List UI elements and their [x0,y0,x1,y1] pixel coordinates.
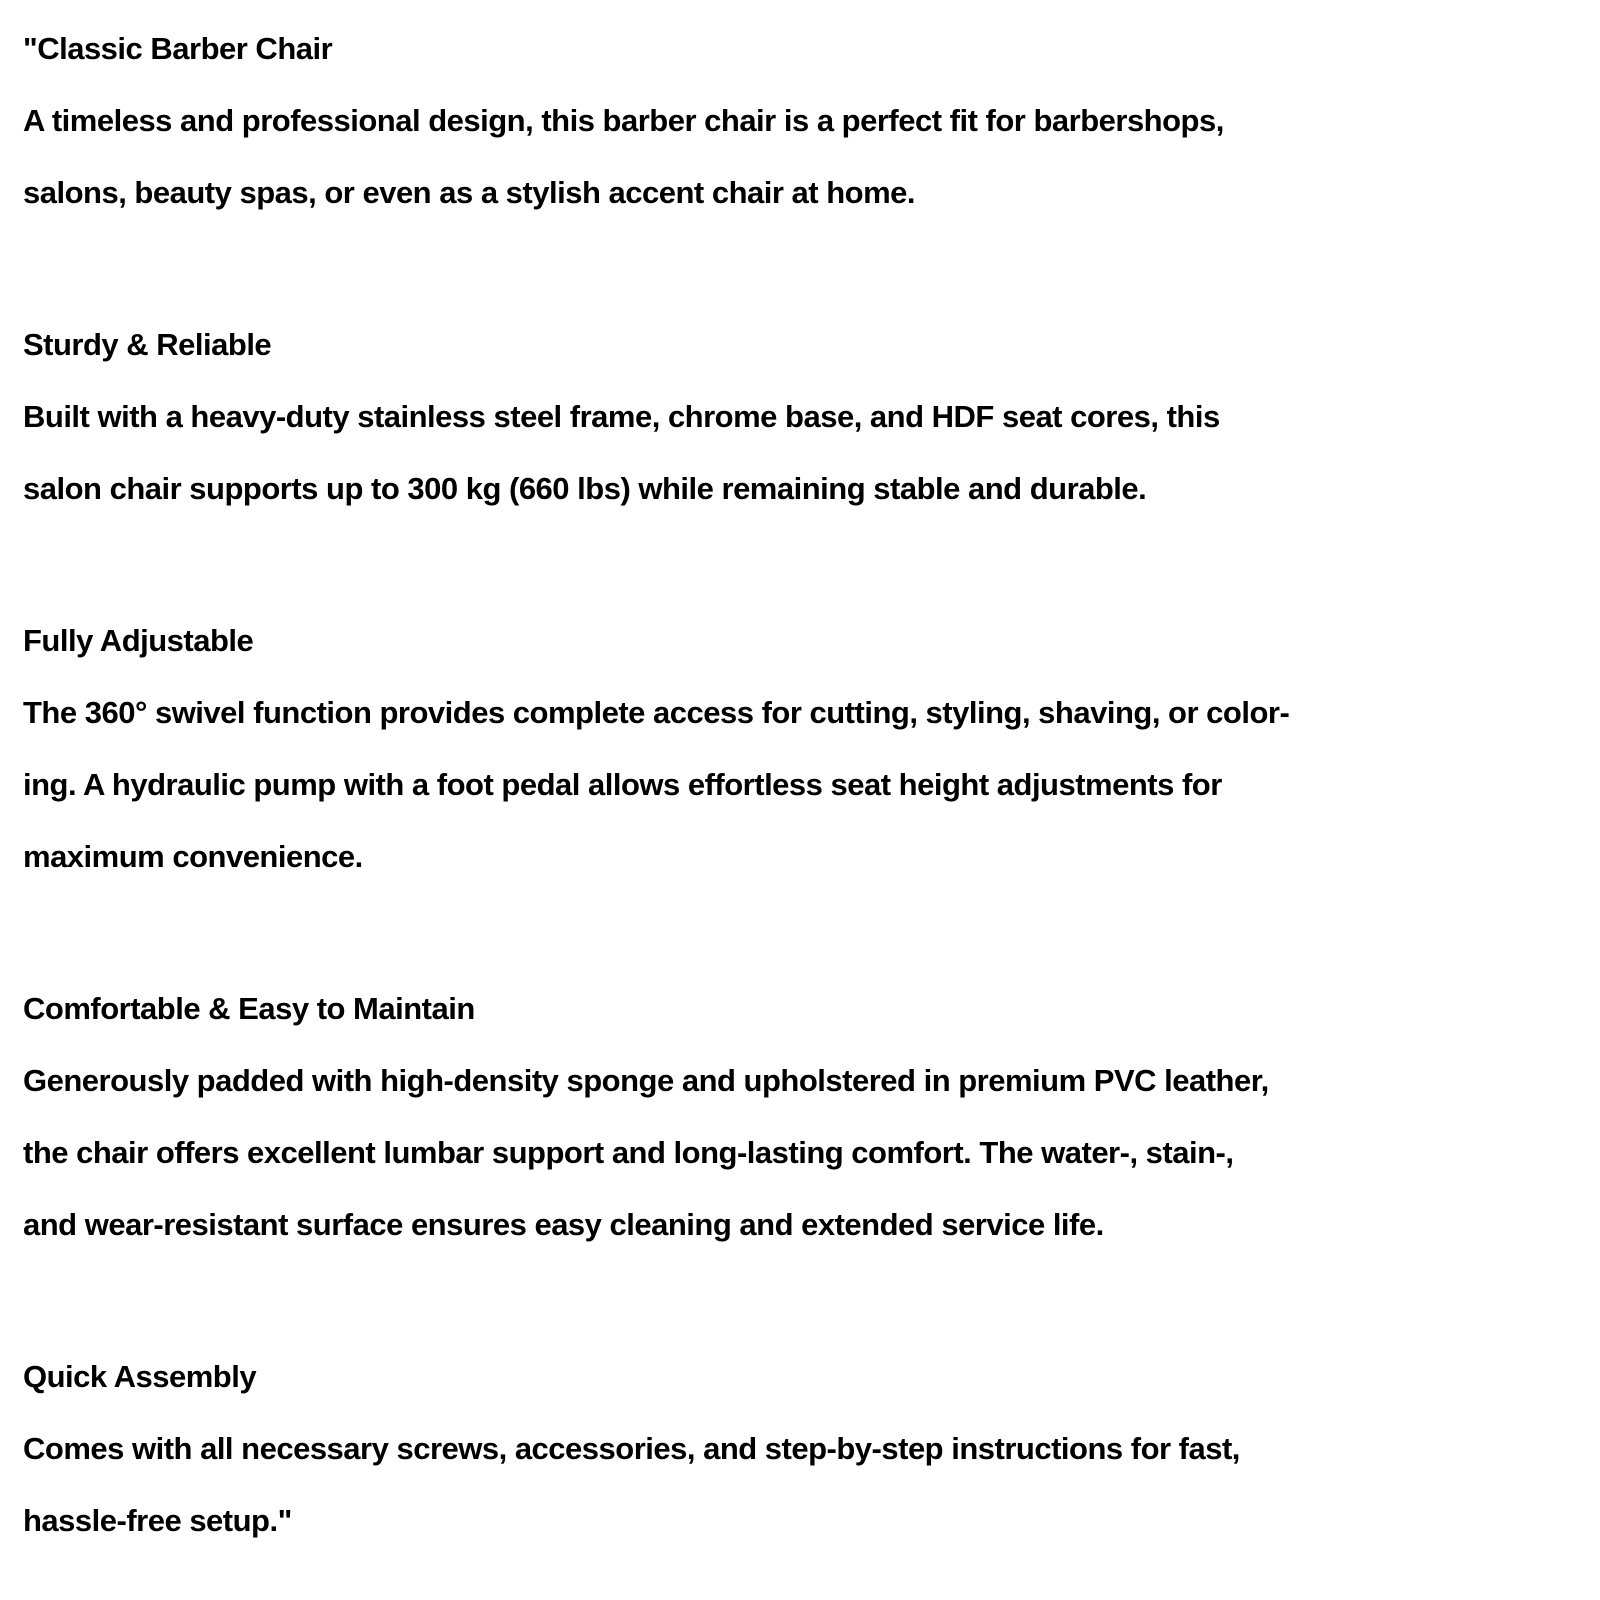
text-line: the chair offers excellent lumbar support and long-lasting comfort. The water-, stain-, [23,1135,1234,1170]
text-line: Built with a heavy-duty stainless steel frame, chrome base, and HDF seat cores, this [23,399,1220,434]
section-heading: Fully Adjustable [23,623,254,658]
text-line: ing. A hydraulic pump with a foot pedal allows effortless seat height adjustments for [23,767,1222,802]
section-intro [23,13,1570,229]
section-heading: "Classic Barber Chair [23,31,333,66]
text-line: and wear-resistant surface ensures easy cleaning and extended service life. [23,1207,1104,1242]
text-line: hassle-free setup." [23,1503,292,1538]
section-comfortable-maintain [23,973,1570,1261]
section-heading: Comfortable & Easy to Maintain [23,991,475,1026]
text-line: Comes with all necessary screws, accessories, and step-by-step instructions for fast, [23,1431,1240,1466]
text-line: The 360° swivel function provides complete access for cutting, styling, shaving, or color- [23,695,1290,730]
text-line: A timeless and professional design, this barber chair is a perfect fit for barbershops, [23,103,1224,138]
text-line: maximum convenience. [23,839,363,874]
section-quick-assembly [23,1341,1570,1557]
section-sturdy-reliable [23,309,1570,525]
text-line: salons, beauty spas, or even as a stylish accent chair at home. [23,175,916,210]
text-line: salon chair supports up to 300 kg (660 lbs) while remaining stable and durable. [23,471,1147,506]
section-heading: Sturdy & Reliable [23,327,272,362]
section-heading: Quick Assembly [23,1359,257,1394]
section-fully-adjustable [23,605,1570,893]
text-line: Generously padded with high-density sponge and upholstered in premium PVC leather, [23,1063,1269,1098]
